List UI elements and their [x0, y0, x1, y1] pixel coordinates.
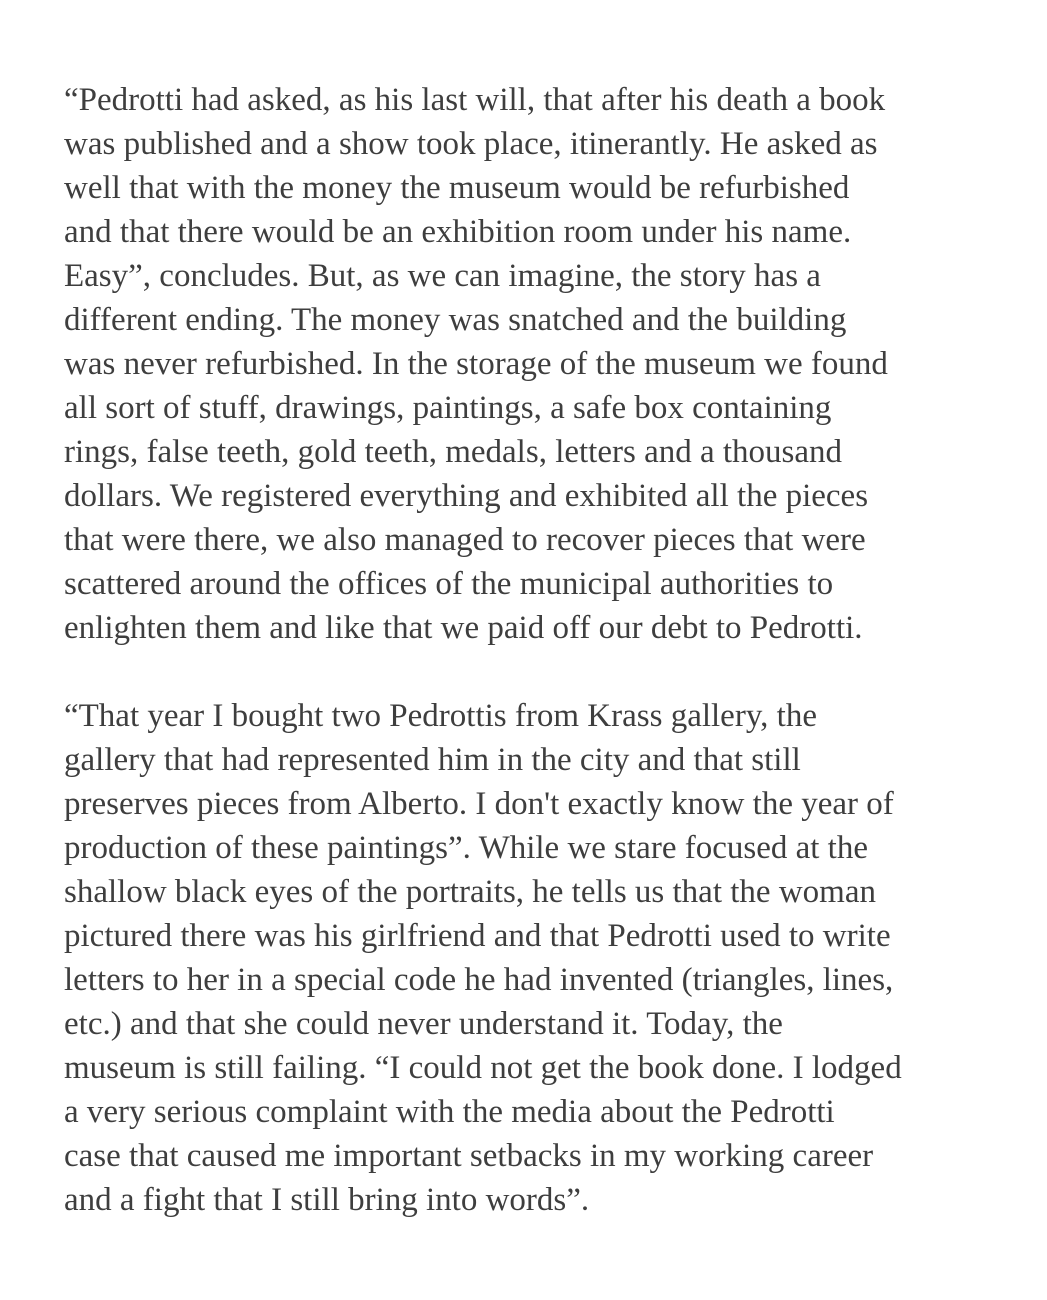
text-line: pictured there was his girlfriend and that Pedrotti used to write: [64, 918, 891, 954]
text-line: “Pedrotti had asked, as his last will, that after his death a book: [64, 82, 886, 118]
text-line: was never refurbished. In the storage of the museum we found: [64, 346, 888, 382]
text-line: dollars. We registered everything and exhibited all the pieces: [64, 478, 869, 514]
text-line: scattered around the offices of the municipal authorities to: [64, 566, 834, 602]
text-line: production of these paintings”. While we stare focused at the: [64, 830, 868, 866]
text-line: etc.) and that she could never understand it. Today, the: [64, 1006, 783, 1042]
text-line: all sort of stuff, drawings, paintings, a safe box containing: [64, 390, 832, 426]
paragraph-1: [64, 78, 1024, 650]
text-line: Easy”, concludes. But, as we can imagine, the story has a: [64, 258, 821, 294]
text-line: preserves pieces from Alberto. I don't exactly know the year of: [64, 786, 894, 822]
paragraph-spacer: [64, 650, 1024, 694]
text-line: letters to her in a special code he had invented (triangles, lines,: [64, 962, 894, 998]
text-line: was published and a show took place, itinerantly. He asked as: [64, 126, 878, 162]
text-line: a very serious complaint with the media about the Pedrotti: [64, 1094, 835, 1130]
text-line: rings, false teeth, gold teeth, medals, letters and a thousand: [64, 434, 843, 470]
paragraph-2: [64, 694, 1024, 1222]
text-line: case that caused me important setbacks in my working career: [64, 1138, 874, 1174]
text-line: that were there, we also managed to recover pieces that were: [64, 522, 866, 558]
text-line: enlighten them and like that we paid off our debt to Pedrotti.: [64, 610, 863, 646]
text-line: and that there would be an exhibition room under his name.: [64, 214, 852, 250]
text-line: different ending. The money was snatched and the building: [64, 302, 847, 338]
document-body: [64, 78, 1024, 1222]
text-line: well that with the money the museum would be refurbished: [64, 170, 850, 206]
text-line: gallery that had represented him in the city and that still: [64, 742, 801, 778]
text-line: “That year I bought two Pedrottis from Krass gallery, the: [64, 698, 817, 734]
text-line: museum is still failing. “I could not get the book done. I lodged: [64, 1050, 902, 1086]
text-line: and a fight that I still bring into words”.: [64, 1182, 590, 1218]
text-line: shallow black eyes of the portraits, he tells us that the woman: [64, 874, 876, 910]
